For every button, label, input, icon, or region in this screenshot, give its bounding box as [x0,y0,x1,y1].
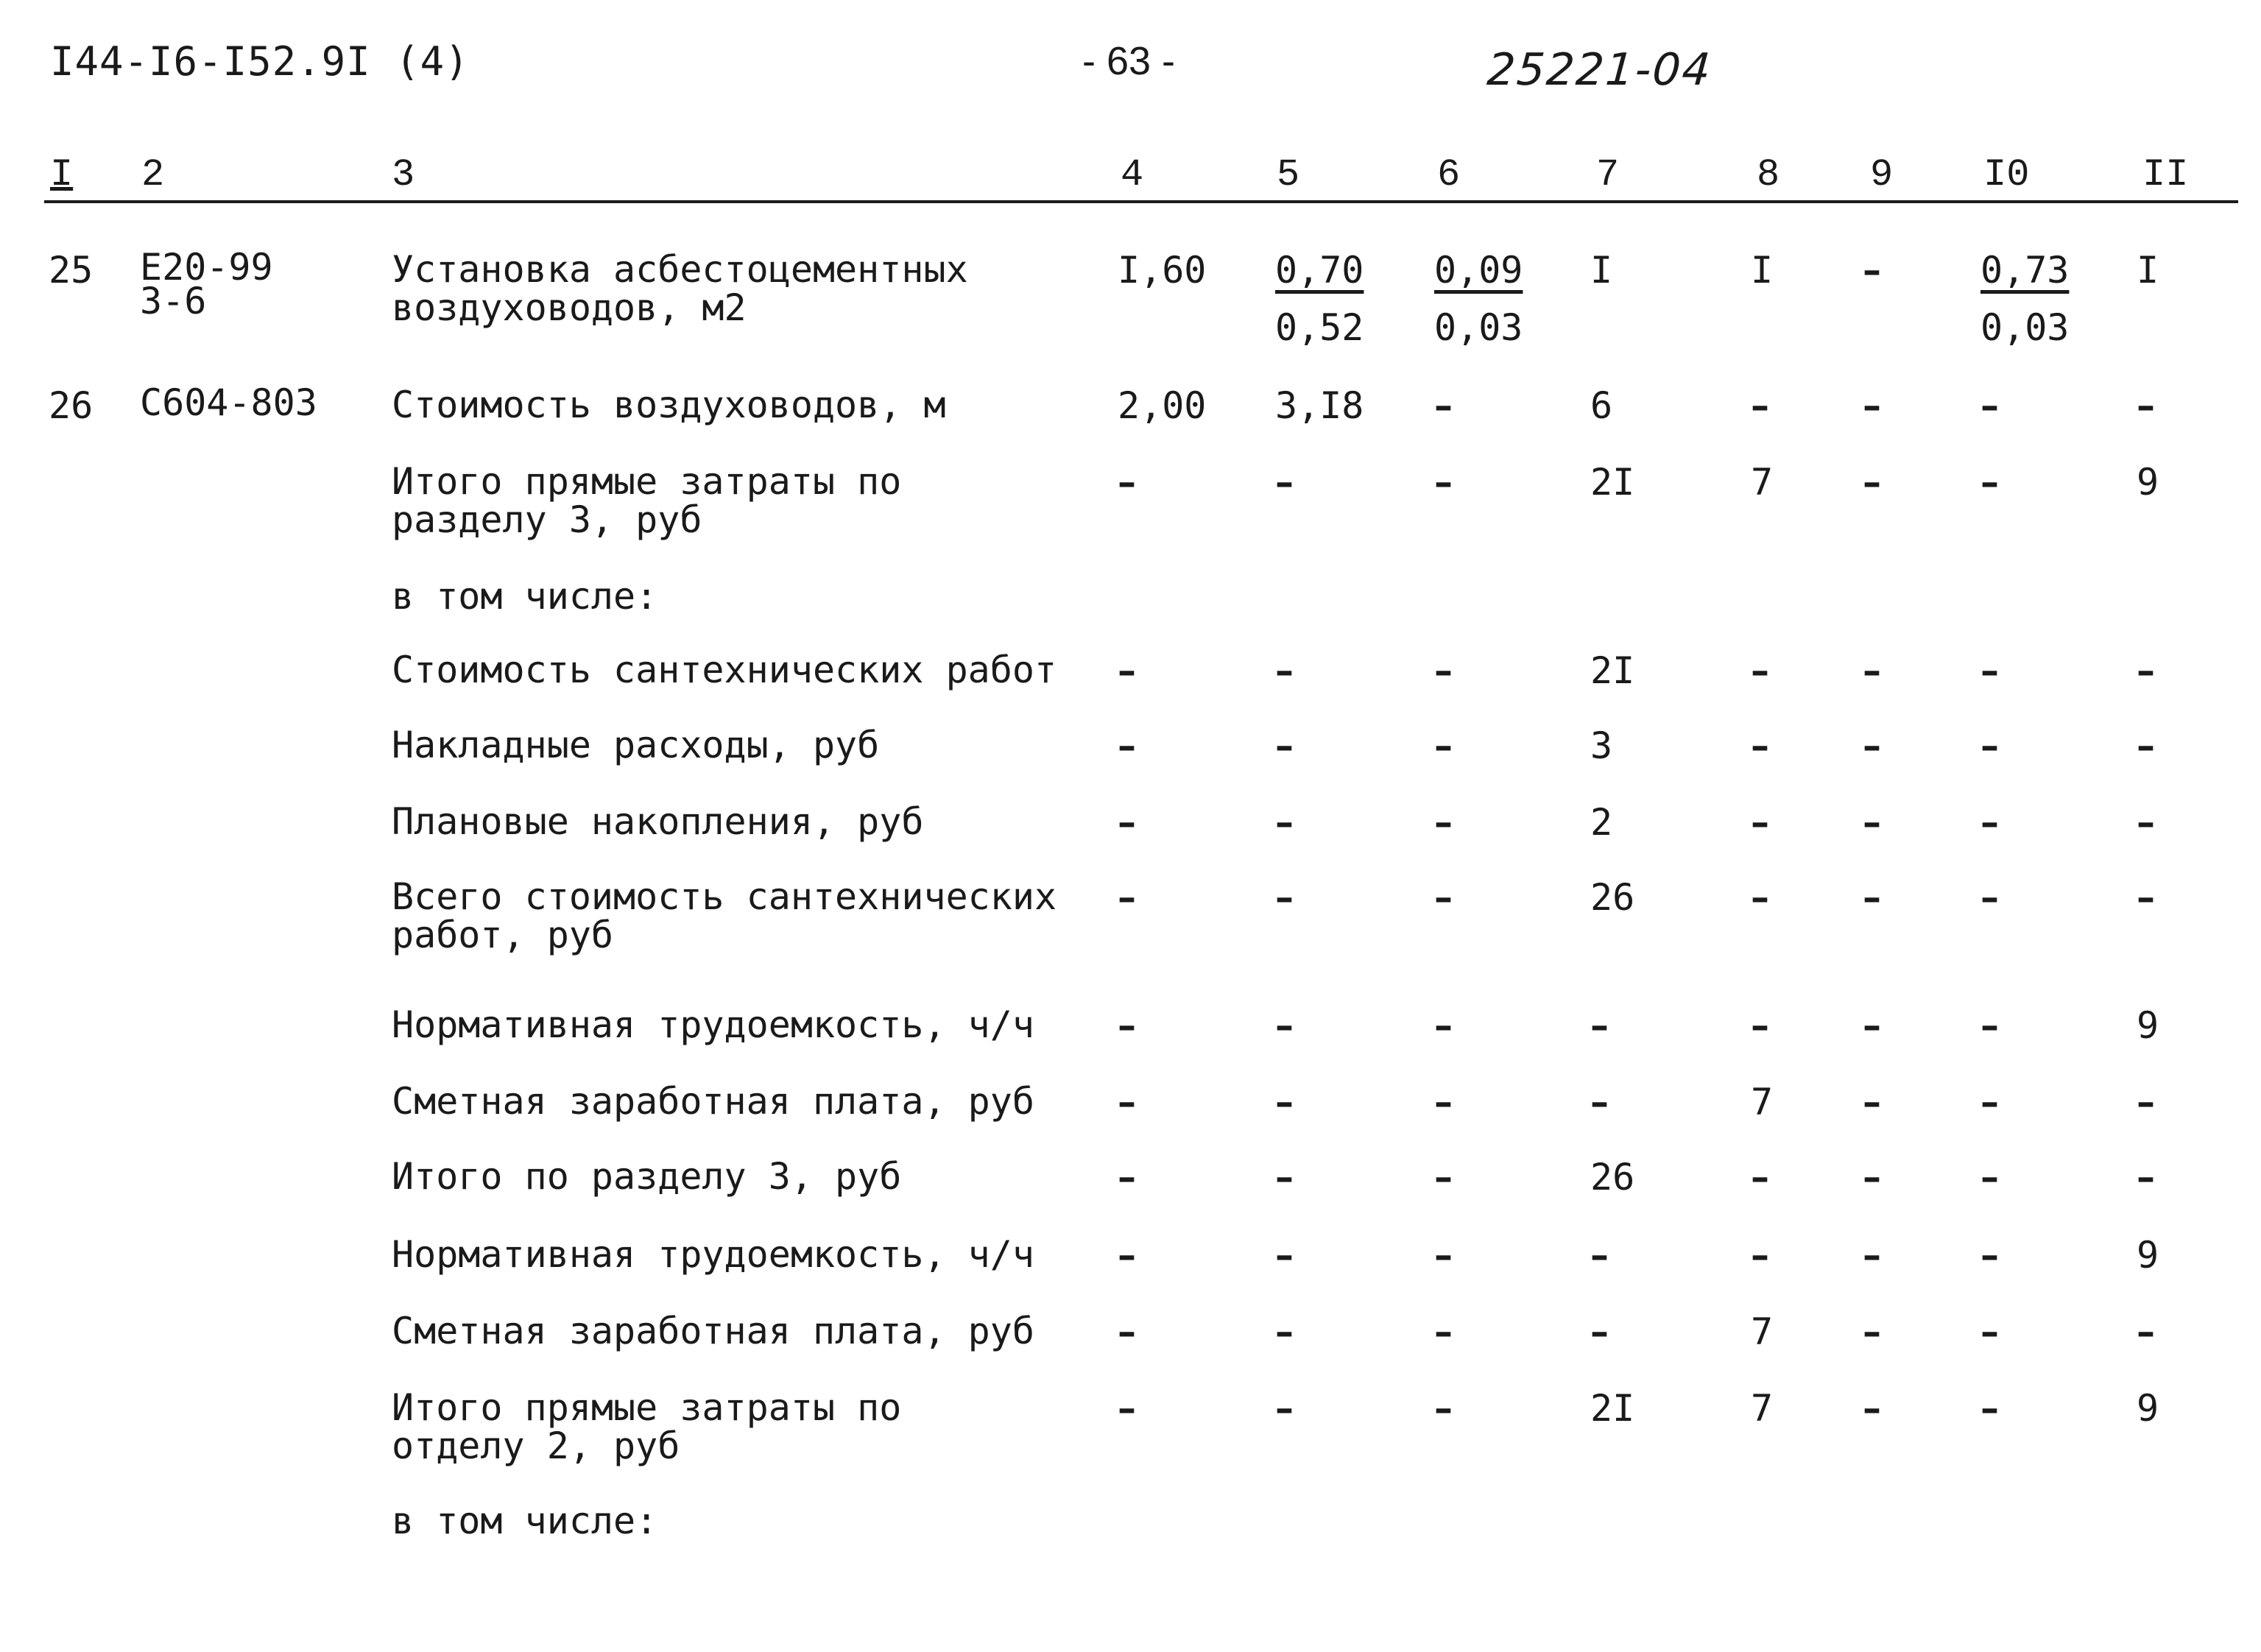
value-c11: – [2137,1156,2155,1199]
fraction-denominator: 0,03 [1434,306,1523,349]
value-c9: – [1863,1004,1881,1047]
value-c6: – [1434,801,1453,844]
value-c7: 2I [1590,649,1635,692]
value-c11: – [2137,649,2155,692]
value-c8: – [1751,1004,1769,1047]
value-c7: 26 [1590,876,1635,919]
value-c7: 6 [1590,384,1613,427]
fraction-numerator: 0,09 [1434,249,1523,292]
value-c8: – [1751,724,1769,767]
value-c8: – [1751,1234,1769,1277]
value-c4: – [1118,461,1136,504]
row-description: Итого прямые затраты по отделу 2, руб [392,1386,902,1467]
value-c10: – [1980,801,1999,844]
value-c11: – [2137,724,2155,767]
column-header-1: I [50,153,74,197]
value-c10: – [1980,384,1999,427]
value-c6: – [1434,649,1453,692]
row-description: Плановые накопления, руб [392,800,924,843]
value-c7: 2I [1590,461,1635,504]
value-c8: 7 [1751,1310,1774,1353]
column-header-10: I0 [1983,153,2030,197]
value-c6: – [1434,876,1453,919]
value-c9: – [1863,461,1881,504]
rate-code: E20-99 3-6 [140,246,273,322]
value-c7: – [1590,1004,1609,1047]
value-c5: – [1275,801,1294,844]
handwritten-stamp-number: 25221-04 [1485,44,1714,96]
value-c4: – [1118,1004,1136,1047]
value-c9: – [1863,1234,1881,1277]
row-description: Накладные расходы, руб [392,724,880,766]
value-c10: – [1980,649,1999,692]
value-c11: I [2137,249,2159,292]
value-c7: 3 [1590,724,1613,767]
value-c9: – [1863,384,1881,427]
value-c8: – [1751,1156,1769,1199]
value-c4: – [1118,1081,1136,1123]
value-c4: – [1118,801,1136,844]
value-c5: – [1275,1081,1294,1123]
value-c8: – [1751,384,1769,427]
row-description: Итого по разделу 3, руб [392,1155,902,1198]
fraction-denominator: 0,52 [1275,306,1364,349]
column-header-3: 3 [392,153,415,197]
value-c9: – [1863,801,1881,844]
row-description: в том числе: [392,1500,658,1542]
value-c9: – [1863,876,1881,919]
value-c4: I,60 [1118,249,1207,292]
value-c9: – [1863,1387,1881,1430]
value-c8: 7 [1751,461,1774,504]
row-description: Сметная заработная плата, руб [392,1310,1034,1352]
value-c7: – [1590,1234,1609,1277]
value-c11: – [2137,801,2155,844]
column-header-4: 4 [1121,153,1144,197]
row-description: Нормативная трудоемкость, ч/ч [392,1003,1034,1046]
rate-code: С604-803 [140,381,317,424]
value-c9: – [1863,1310,1881,1353]
value-c5: – [1275,876,1294,919]
value-c5: – [1275,724,1294,767]
fraction-cell-c10 [1980,249,2070,349]
value-c11: – [2137,384,2155,427]
column-header-5: 5 [1277,153,1300,197]
value-c5: – [1275,461,1294,504]
column-header-11: II [2142,153,2189,197]
value-c10: – [1980,724,1999,767]
value-c6: – [1434,1081,1453,1123]
value-c6: – [1434,1234,1453,1277]
value-c7: 2 [1590,801,1613,844]
value-c9: – [1863,1081,1881,1123]
value-c6: – [1434,1156,1453,1199]
value-c6: – [1434,1310,1453,1353]
row-description: Всего стоимость сантехнических работ, руб [392,875,1057,956]
column-header-6: 6 [1437,153,1461,197]
value-c6: – [1434,724,1453,767]
fraction-cell-c5 [1275,249,1364,349]
value-c4: – [1118,724,1136,767]
value-c8: – [1751,876,1769,919]
value-c5: 3,I8 [1275,384,1364,427]
row-description: в том числе: [392,575,658,618]
value-c10: – [1980,461,1999,504]
value-c10: – [1980,1310,1999,1353]
value-c11: 9 [2137,461,2159,504]
column-header-2: 2 [141,153,165,197]
value-c11: – [2137,876,2155,919]
value-c4: – [1118,649,1136,692]
row-description: Стоимость воздуховодов, м [392,384,946,426]
value-c9: – [1863,1156,1881,1199]
value-c10: – [1980,876,1999,919]
value-c7: 26 [1590,1156,1635,1199]
value-c10: – [1980,1387,1999,1430]
value-c8: 7 [1751,1081,1774,1123]
value-c9: – [1863,649,1881,692]
value-c5: – [1275,1310,1294,1353]
value-c9: – [1863,249,1881,292]
row-description: Стоимость сантехнических работ [392,649,1057,691]
value-c11: – [2137,1310,2155,1353]
header-rule [44,200,2238,203]
value-c10: – [1980,1081,1999,1123]
value-c6: – [1434,384,1453,427]
value-c5: – [1275,1234,1294,1277]
value-c8: 7 [1751,1387,1774,1430]
value-c7: 2I [1590,1387,1635,1430]
value-c4: – [1118,1234,1136,1277]
value-c5: – [1275,1387,1294,1430]
value-c7: – [1590,1310,1609,1353]
value-c4: – [1118,876,1136,919]
fraction-numerator: 0,73 [1980,249,2070,292]
value-c7: I [1590,249,1613,292]
value-c6: – [1434,1387,1453,1430]
value-c4: – [1118,1387,1136,1430]
value-c10: – [1980,1156,1999,1199]
fraction-cell-c6 [1434,249,1523,349]
value-c6: – [1434,461,1453,504]
value-c11: 9 [2137,1004,2159,1047]
value-c11: – [2137,1081,2155,1123]
value-c10: – [1980,1234,1999,1277]
page-number: - 63 - [1082,39,1176,83]
value-c4: – [1118,1156,1136,1199]
value-c11: 9 [2137,1234,2159,1277]
value-c8: I [1751,249,1774,292]
row-description: Установка асбестоцементных воздуховодов, м2 [392,248,968,329]
document-code: I44-I6-I52.9I (4) [50,38,470,85]
value-c10: – [1980,1004,1999,1047]
value-c4: – [1118,1310,1136,1353]
fraction-numerator: 0,70 [1275,249,1364,292]
value-c5: – [1275,1004,1294,1047]
row-description: Сметная заработная плата, руб [392,1080,1034,1123]
value-c11: 9 [2137,1387,2159,1430]
column-header-9: 9 [1870,153,1894,197]
value-c5: – [1275,649,1294,692]
value-c9: – [1863,724,1881,767]
value-c6: – [1434,1004,1453,1047]
column-header-8: 8 [1757,153,1780,197]
value-c7: – [1590,1081,1609,1123]
fraction-denominator: 0,03 [1980,306,2070,349]
row-description: Итого прямые затраты по разделу 3, руб [392,460,902,541]
value-c8: – [1751,649,1769,692]
row-description: Нормативная трудоемкость, ч/ч [392,1233,1034,1276]
value-c8: – [1751,801,1769,844]
column-header-7: 7 [1596,153,1620,197]
row-number: 26 [49,384,94,427]
value-c4: 2,00 [1118,384,1207,427]
row-number: 25 [49,249,94,292]
value-c5: – [1275,1156,1294,1199]
